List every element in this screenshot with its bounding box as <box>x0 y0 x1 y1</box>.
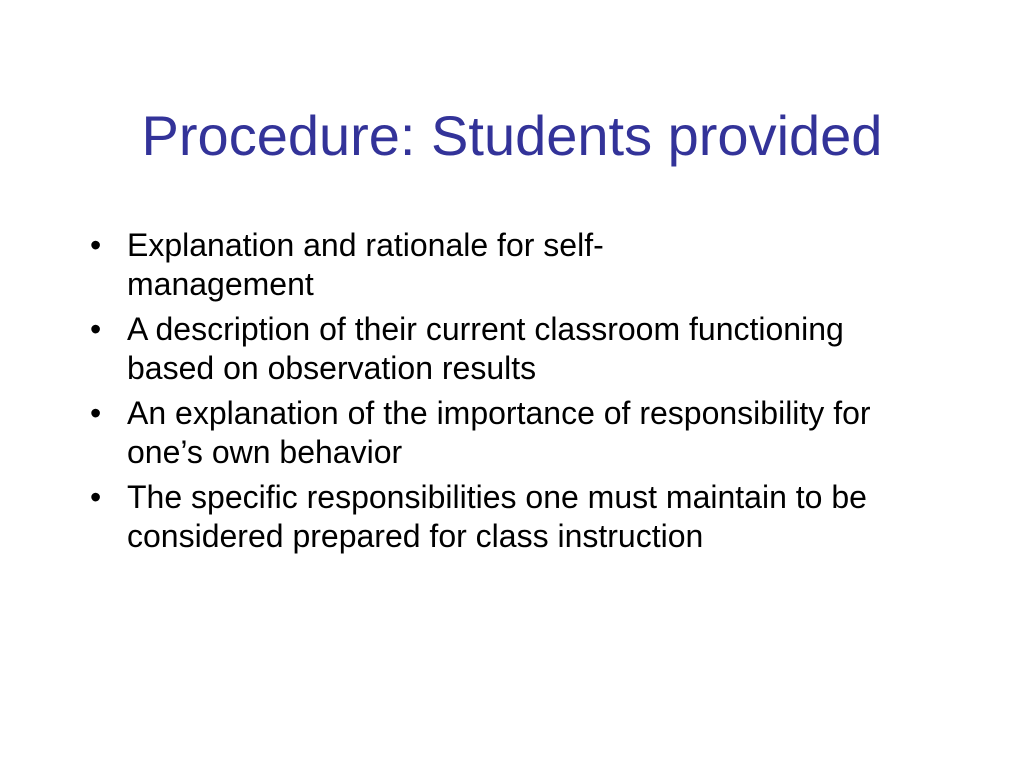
bullet-text: Explanation and rationale for self- management <box>127 227 604 302</box>
bullet-text: An explanation of the importance of responsibility for one’s own behavior <box>127 395 871 470</box>
bullet-icon: • <box>90 479 102 515</box>
bullet-item <box>90 394 930 472</box>
bullet-item <box>90 478 930 556</box>
bullet-item <box>90 226 930 304</box>
bullet-icon: • <box>90 395 102 431</box>
bullet-list <box>90 226 930 562</box>
bullet-icon: • <box>90 227 102 263</box>
bullet-text: A description of their current classroom functioning based on observation results <box>127 311 844 386</box>
slide-title: Procedure: Students provided <box>141 104 883 167</box>
bullet-text: The specific responsibilities one must maintain to be considered prepared for class instruction <box>127 479 867 554</box>
bullet-icon: • <box>90 311 102 347</box>
bullet-item <box>90 310 930 388</box>
